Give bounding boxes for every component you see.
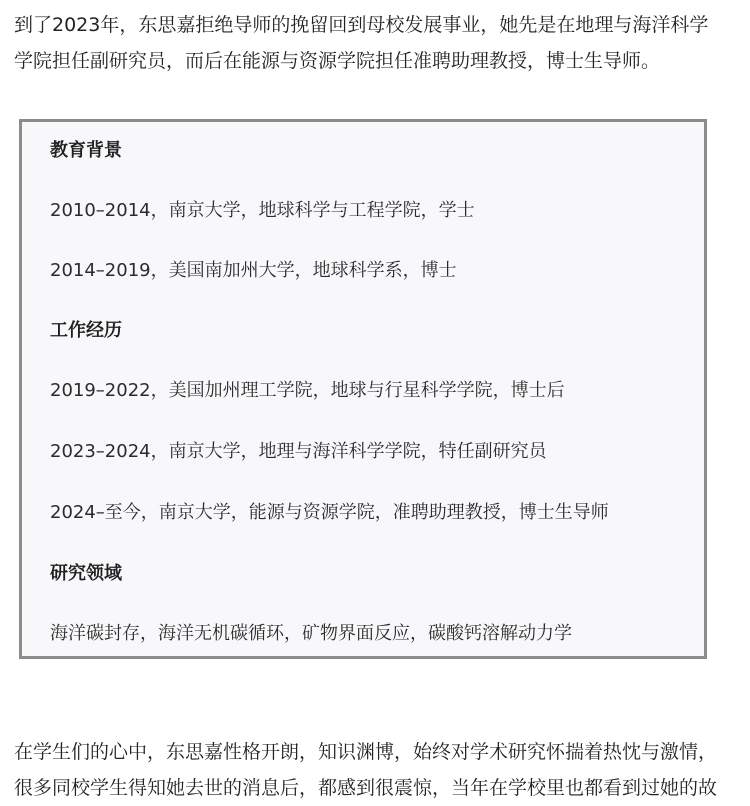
education-entry: 2010–2014，南京大学，地球科学与工程学院，学士 (50, 200, 475, 221)
outro-line: 很多同校学生得知她去世的消息后，都感到很震惊，当年在学校里也都看到过她的故 (14, 777, 718, 799)
outro-line: 在学生们的心中，东思嘉性格开朗，知识渊博，始终对学术研究怀揣着热忱与激情， (14, 741, 718, 763)
work-entry: 2024–至今，南京大学，能源与资源学院，准聘助理教授，博士生导师 (50, 502, 609, 523)
work-entry: 2019–2022，美国加州理工学院，地球与行星科学学院，博士后 (50, 380, 565, 401)
research-entry: 海洋碳封存，海洋无机碳循环，矿物界面反应，碳酸钙溶解动力学 (50, 623, 572, 644)
intro-line: 学院担任副研究员，而后在能源与资源学院担任准聘助理教授，博士生导师。 (14, 50, 661, 72)
outro-paragraph (14, 734, 734, 806)
intro-line: 到了2023年，东思嘉拒绝导师的挽留回到母校发展事业，她先是在地理与海洋科学 (14, 14, 709, 36)
profile-card (19, 119, 707, 659)
education-heading: 教育背景 (50, 140, 122, 161)
work-entry: 2023–2024，南京大学，地理与海洋科学学院，特任副研究员 (50, 441, 547, 462)
research-heading: 研究领域 (50, 563, 122, 584)
education-entry: 2014–2019，美国南加州大学，地球科学系，博士 (50, 260, 457, 281)
work-heading: 工作经历 (50, 320, 122, 341)
intro-paragraph (14, 7, 734, 79)
